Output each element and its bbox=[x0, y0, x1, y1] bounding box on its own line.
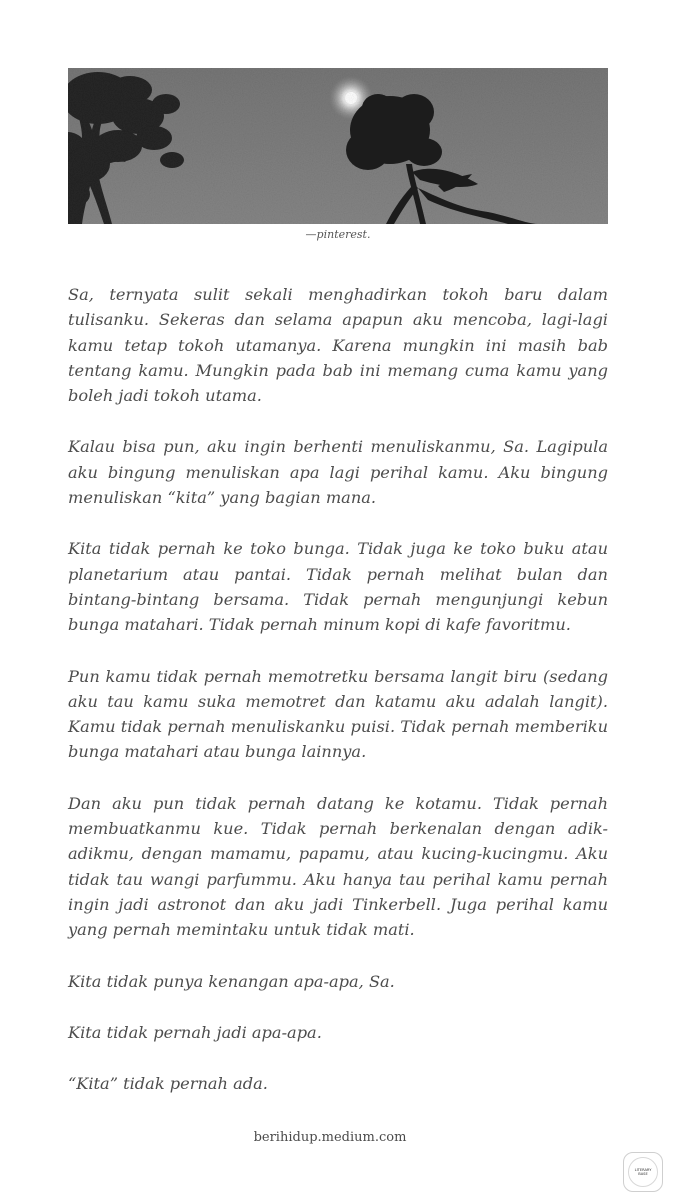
paragraph-5: Dan aku pun tidak pernah datang ke kotamu. Tidak pernah membuatkanmu kue. Tidak pernah berkenalan dengan adik-adikmu, dengan mamamu, papamu, atau kucing-kucingmu. Aku tidak tau wangi parfummu. Aku hanya tau perihal kamu pernah ingin jadi astronot dan aku jadi Tinkerbell. Juga perihal kamu yang pernah memintaku untuk tidak mati. bbox=[68, 793, 608, 940]
literary-base-badge bbox=[623, 1152, 663, 1192]
paragraph-6: Kita tidak punya kenangan apa-apa, Sa. bbox=[68, 971, 395, 991]
paragraph-2: Kalau bisa pun, aku ingin berhenti menuliskanmu, Sa. Lagipula aku bingung menuliskan apa lagi perihal kamu. Aku bingung menuliskan “kita” yang bagian mana. bbox=[68, 437, 608, 508]
photo-caption: —pinterest. bbox=[305, 228, 371, 241]
paragraph-8: “Kita” tidak pernah ada. bbox=[68, 1074, 268, 1094]
header-photo bbox=[68, 68, 608, 224]
paragraph-4: Pun kamu tidak pernah memotretku bersama langit biru (sedang aku tau kamu suka memotret dan katamu aku adalah langit). Kamu tidak pernah menuliskanku puisi. Tidak pernah memberiku bunga matahari atau bunga lainnya. bbox=[68, 666, 608, 762]
paragraph-1: Sa, ternyata sulit sekali menghadirkan tokoh baru dalam tulisanku. Sekeras dan selama apapun aku mencoba, lagi-lagi kamu tetap tokoh utamanya. Karena mungkin ini masih bab tentang kamu. Mungkin pada bab ini memang cuma kamu yang boleh jadi tokoh utama. bbox=[68, 285, 608, 406]
article-body bbox=[68, 282, 608, 1122]
literary-base-logo-icon bbox=[628, 1157, 658, 1187]
source-url: berihidup.medium.com bbox=[253, 1130, 407, 1145]
badge-line-2: BASE bbox=[638, 1172, 648, 1176]
photo-moon-tree-sunflower-icon bbox=[68, 68, 608, 224]
badge-line-1: LITERARY bbox=[634, 1168, 652, 1172]
paragraph-3: Kita tidak pernah ke toko bunga. Tidak juga ke toko buku atau planetarium atau pantai. Tidak pernah melihat bulan dan bintang-bintang bersama. Tidak pernah mengunjungi kebun bunga matahari. Tidak pernah minum kopi di kafe favoritmu. bbox=[68, 539, 608, 635]
paragraph-7: Kita tidak pernah jadi apa-apa. bbox=[68, 1022, 322, 1042]
